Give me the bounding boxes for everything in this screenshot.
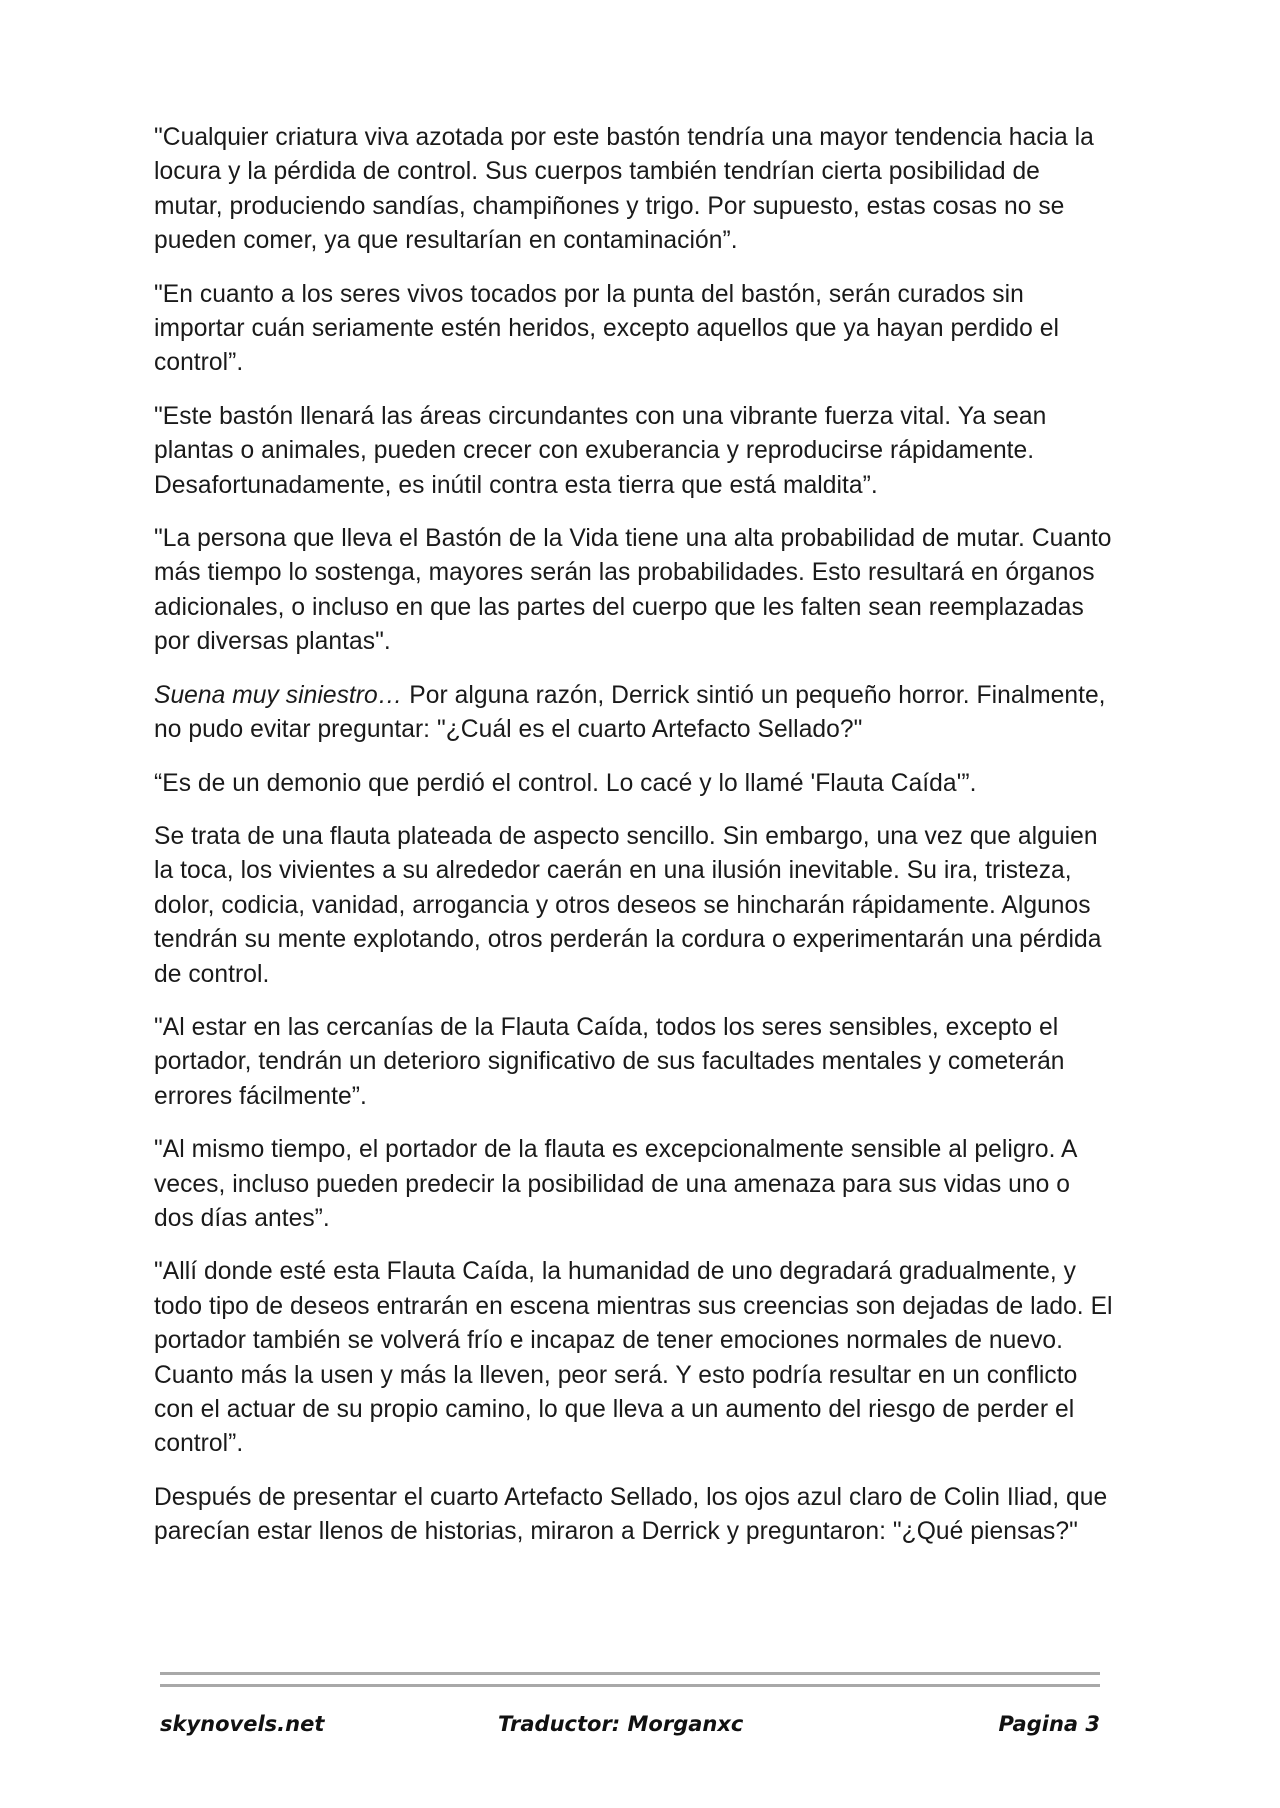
footer-divider-bottom — [160, 1684, 1100, 1687]
paragraph: "Al estar en las cercanías de la Flauta Caída, todos los seres sensibles, excepto el portador, tendrán un deterioro significativo de sus facultades mentales y cometerán errores fácilmente”. — [154, 1013, 1065, 1110]
paragraph: "Este bastón llenará las áreas circundantes con una vibrante fuerza vital. Ya sean plantas o animales, pueden crecer con exuberancia y reproducirse rápidamente. Desafortunadamente, es inútil contra esta tierra que está maldita”. — [154, 402, 1047, 499]
paragraph: "La persona que lleva el Bastón de la Vida tiene una alta probabilidad de mutar. Cuanto más tiempo lo sostenga, mayores serán las probabilidades. Esto resultará en órganos adicionales, o incluso en que las partes del cuerpo que les falten sean reemplazadas por diversas plantas". — [154, 525, 1112, 656]
footer-divider-top — [160, 1672, 1100, 1675]
paragraph: "Allí donde esté esta Flauta Caída, la humanidad de uno degradará gradualmente, y todo tipo de deseos entrarán en escena mientras sus creencias son dejadas de lado. El portador también se volverá frío e incapaz de tener emociones normales de nuevo. Cuanto más la usen y más la lleven, peor será. Y esto podría resultar en un conflicto con el actuar de su propio camino, lo que lleva a un aumento del riesgo de perder el control”. — [154, 1258, 1113, 1458]
paragraph: Se trata de una flauta plateada de aspecto sencillo. Sin embargo, una vez que alguien la toca, los vivientes a su alrededor caerán en una ilusión inevitable. Su ira, tristeza, dolor, codicia, vanidad, arrogancia y otros deseos se hincharán rápidamente. Algunos tendrán su mente explotando, otros perderán la cordura o experimentarán una pérdida de control. — [154, 822, 1102, 988]
paragraph: “Es de un demonio que perdió el control. Lo cacé y lo llamé 'Flauta Caída'”. — [154, 769, 977, 797]
paragraph: "Al mismo tiempo, el portador de la flauta es excepcionalmente sensible al peligro. A veces, incluso pueden predecir la posibilidad de una amenaza para sus vidas uno o dos días antes”. — [154, 1136, 1077, 1232]
document-body — [154, 121, 1114, 1569]
paragraph: Después de presentar el cuarto Artefacto Sellado, los ojos azul claro de Colin Iliad, que parecían estar llenos de historias, miraron a Derrick y preguntaron: "¿Qué piensas?" — [154, 1483, 1108, 1546]
footer-translator: Traductor: Morganxc — [498, 1712, 744, 1736]
paragraph: "En cuanto a los seres vivos tocados por la punta del bastón, serán curados sin importar cuán seriamente estén heridos, excepto aquellos que ya hayan perdido el control”. — [154, 280, 1059, 377]
italic-thought: Suena muy siniestro… — [154, 681, 403, 709]
footer-site: skynovels.net — [160, 1712, 325, 1736]
paragraph: "Cualquier criatura viva azotada por este bastón tendría una mayor tendencia hacia la locura y la pérdida de control. Sus cuerpos también tendrían cierta posibilidad de mutar, produciendo sandías, champiñones y trigo. Por supuesto, estas cosas no se pueden comer, ya que resultarían en contaminación”. — [154, 124, 1094, 255]
paragraph: Suena muy siniestro… Por alguna razón, Derrick sintió un pequeño horror. Finalmente, no pudo evitar preguntar: "¿Cuál es el cuarto Artefacto Sellado?" — [154, 681, 1106, 744]
page-footer — [160, 1712, 1100, 1752]
footer-page-number: Pagina 3 — [998, 1712, 1100, 1736]
